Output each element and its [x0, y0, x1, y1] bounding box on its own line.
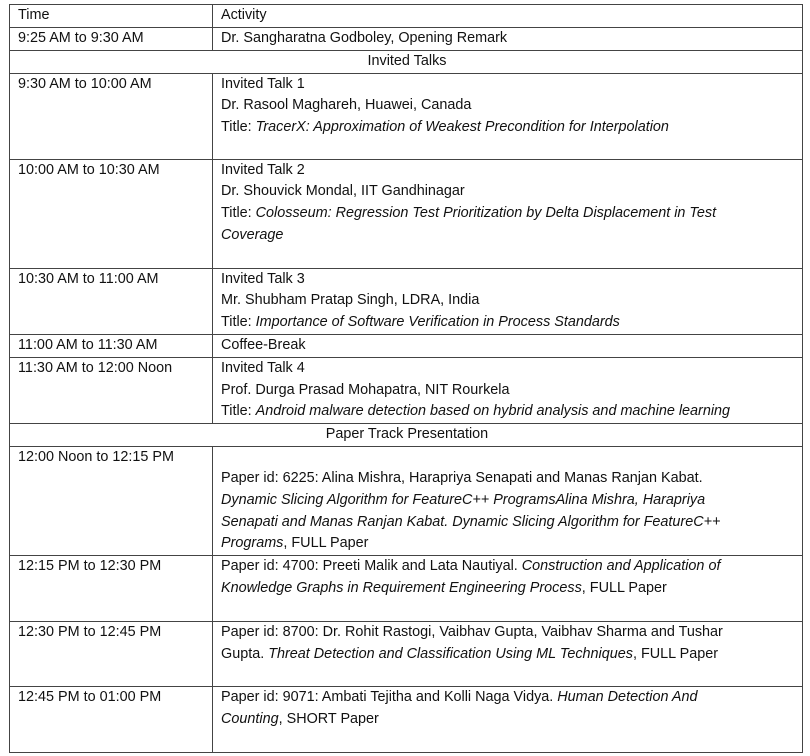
title-prefix: Title:: [221, 403, 256, 420]
talk-label: Invited Talk 1: [221, 75, 305, 92]
header-activity: Activity: [213, 5, 803, 28]
talk-title-continued: Coverage: [221, 226, 284, 243]
activity-cell: [213, 556, 803, 622]
paper-authors-end: Gupta.: [221, 645, 269, 662]
talk-label: Invited Talk 2: [221, 161, 305, 178]
paper-authors: Paper id: 9071: Ambati Tejitha and Kolli Naga Vidya.: [221, 689, 558, 706]
paper-line: Senapati and Manas Ranjan Kabat. Dynamic Slicing Algorithm for FeatureC++: [221, 513, 721, 530]
time-cell: 9:30 AM to 10:00 AM: [10, 73, 213, 159]
talk-title-line: [221, 117, 796, 139]
paper-type: , FULL Paper: [581, 579, 667, 596]
paper-line: [221, 578, 796, 600]
activity-cell: [213, 687, 803, 753]
activity-cell: [213, 622, 803, 687]
paper-line: [221, 556, 796, 578]
activity-cell: [213, 357, 803, 423]
time-cell: 12:15 PM to 12:30 PM: [10, 556, 213, 622]
paper-line: Paper id: 6225: Alina Mishra, Harapriya Senapati and Manas Ranjan Kabat.: [221, 469, 703, 486]
activity-cell: Dr. Sangharatna Godboley, Opening Remark: [213, 28, 803, 51]
section-row: [10, 424, 803, 447]
talk-title: Colosseum: Regression Test Prioritization by Delta Displacement in Test: [255, 205, 717, 222]
activity-cell: Coffee-Break: [213, 334, 803, 357]
table-row: [10, 687, 803, 753]
table-row: [10, 159, 803, 268]
activity-cell: [213, 159, 803, 268]
table-row: [10, 446, 803, 555]
table-row: [10, 622, 803, 687]
header-row: [10, 5, 803, 28]
paper-line: [221, 533, 796, 555]
time-cell: 10:30 AM to 11:00 AM: [10, 268, 213, 334]
time-cell: 9:25 AM to 9:30 AM: [10, 28, 213, 51]
speaker: Mr. Shubham Pratap Singh, LDRA, India: [221, 292, 480, 309]
title-prefix: Title:: [221, 119, 256, 136]
paper-title: Human Detection And: [557, 689, 698, 706]
table-row: [10, 73, 803, 159]
table-row: [10, 556, 803, 622]
talk-label: Invited Talk 3: [221, 270, 305, 287]
speaker: Dr. Rasool Maghareh, Huawei, Canada: [221, 97, 472, 114]
talk-title-line: [221, 401, 796, 423]
paper-title: Construction and Application of: [521, 558, 721, 575]
time-cell: 12:45 PM to 01:00 PM: [10, 687, 213, 753]
paper-title: Threat Detection and Classification Using ML Techniques: [268, 645, 633, 662]
paper-line: Paper id: 8700: Dr. Rohit Rastogi, Vaibhav Gupta, Vaibhav Sharma and Tushar: [221, 624, 723, 641]
paper-line: [221, 687, 796, 709]
paper-type: , SHORT Paper: [278, 710, 379, 727]
talk-title: Importance of Software Verification in Process Standards: [255, 314, 620, 331]
paper-title-end: Programs: [221, 535, 284, 552]
talk-title-line: [221, 203, 796, 225]
table-row: [10, 28, 803, 51]
time-cell: 12:00 Noon to 12:15 PM: [10, 446, 213, 555]
section-heading-invited-talks: Invited Talks: [10, 50, 803, 73]
time-cell: 12:30 PM to 12:45 PM: [10, 622, 213, 687]
time-cell: 10:00 AM to 10:30 AM: [10, 159, 213, 268]
activity-cell: [213, 268, 803, 334]
title-prefix: Title:: [221, 205, 256, 222]
activity-cell: [213, 446, 803, 555]
talk-label: Invited Talk 4: [221, 359, 305, 376]
paper-line: [221, 644, 796, 666]
time-cell: 11:00 AM to 11:30 AM: [10, 334, 213, 357]
paper-title-end: Counting: [221, 710, 279, 727]
table-row: [10, 334, 803, 357]
talk-title: Android malware detection based on hybrid analysis and machine learning: [255, 403, 731, 420]
time-cell: 11:30 AM to 12:00 Noon: [10, 357, 213, 423]
section-row: [10, 50, 803, 73]
paper-authors: Paper id: 4700: Preeti Malik and Lata Nautiyal.: [221, 558, 522, 575]
table-row: [10, 357, 803, 423]
speaker: Prof. Durga Prasad Mohapatra, NIT Rourkela: [221, 381, 510, 398]
table-row: [10, 268, 803, 334]
paper-type: , FULL Paper: [632, 645, 719, 662]
schedule-page: [9, 4, 803, 753]
paper-title-end: Knowledge Graphs in Requirement Engineering Process: [221, 579, 582, 596]
paper-type: , FULL Paper: [283, 535, 369, 552]
schedule-table: [9, 4, 803, 753]
header-time: Time: [10, 5, 213, 28]
talk-title-line: [221, 312, 796, 334]
talk-title: TracerX: Approximation of Weakest Precondition for Interpolation: [255, 119, 669, 136]
section-heading-paper-track: Paper Track Presentation: [10, 424, 803, 447]
paper-line: [221, 709, 796, 731]
speaker: Dr. Shouvick Mondal, IIT Gandhinagar: [221, 183, 465, 200]
paper-line: Dynamic Slicing Algorithm for FeatureC++ ProgramsAlina Mishra, Harapriya: [221, 491, 706, 508]
activity-cell: [213, 73, 803, 159]
title-prefix: Title:: [221, 314, 256, 331]
